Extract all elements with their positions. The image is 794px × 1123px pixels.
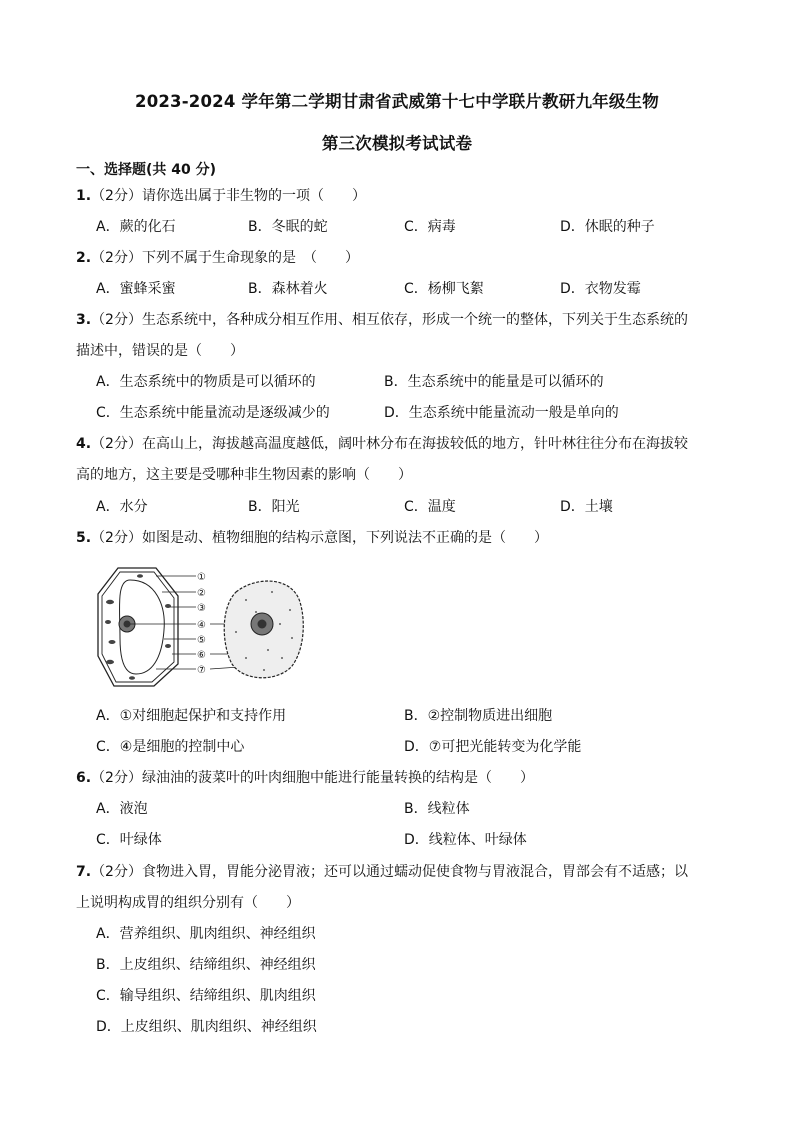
question-1 bbox=[76, 186, 366, 206]
q7-option-c: C．输导组织、结缔组织、肌肉组织 bbox=[96, 988, 316, 1004]
q2-option-c: C．杨柳飞絮 bbox=[404, 281, 484, 297]
question-text: （2分）绿油油的菠菜叶的叶肉细胞中能进行能量转换的结构是（ ） bbox=[91, 770, 534, 786]
q1-option-a: A．蕨的化石 bbox=[96, 219, 176, 235]
q5-option-b: B．②控制物质进出细胞 bbox=[404, 708, 553, 724]
q5-option-a: A．①对细胞起保护和支持作用 bbox=[96, 708, 287, 724]
question-4 bbox=[76, 434, 688, 454]
label-3: ③ bbox=[197, 603, 206, 614]
q4-option-d: D．土壤 bbox=[560, 499, 613, 515]
q7-option-b: B．上皮组织、结缔组织、神经组织 bbox=[96, 957, 316, 973]
q6-option-a: A．液泡 bbox=[96, 801, 148, 817]
q4-option-b: B．阳光 bbox=[248, 499, 300, 515]
label-6: ⑥ bbox=[197, 650, 206, 661]
label-1: ① bbox=[197, 572, 206, 583]
question-number: 4. bbox=[76, 436, 92, 452]
q3-option-d: D．生态系统中能量流动一般是单向的 bbox=[384, 405, 619, 421]
question-number: 1. bbox=[76, 188, 92, 204]
question-4-cont: 高的地方，这主要是受哪种非生物因素的影响（ ） bbox=[76, 467, 412, 483]
q3-option-a: A．生态系统中的物质是可以循环的 bbox=[96, 374, 316, 390]
cell-diagram bbox=[96, 566, 306, 688]
question-6 bbox=[76, 768, 534, 788]
question-7-cont: 上说明构成胃的组织分别有（ ） bbox=[76, 895, 300, 911]
q2-option-d: D．衣物发霉 bbox=[560, 281, 641, 297]
q5-option-c: C．④是细胞的控制中心 bbox=[96, 739, 245, 755]
label-5: ⑤ bbox=[197, 635, 206, 646]
question-number: 2. bbox=[76, 250, 92, 266]
q5-option-d: D．⑦可把光能转变为化学能 bbox=[404, 739, 582, 755]
q1-option-c: C．病毒 bbox=[404, 219, 456, 235]
question-number: 6. bbox=[76, 770, 92, 786]
question-3 bbox=[76, 310, 688, 330]
q3-option-b: B．生态系统中的能量是可以循环的 bbox=[384, 374, 604, 390]
q1-option-d: D．休眠的种子 bbox=[560, 219, 655, 235]
q2-option-b: B．森林着火 bbox=[248, 281, 328, 297]
question-number: 5. bbox=[76, 530, 92, 546]
label-7: ⑦ bbox=[197, 665, 206, 676]
section-heading: 一、选择题(共 40 分) bbox=[76, 162, 217, 178]
q6-option-c: C．叶绿体 bbox=[96, 832, 162, 848]
question-text: （2分）下列不属于生命现象的是 （ ） bbox=[91, 250, 359, 266]
q1-option-b: B．冬眠的蛇 bbox=[248, 219, 328, 235]
q4-option-a: A．水分 bbox=[96, 499, 148, 515]
q7-option-d: D．上皮组织、肌肉组织、神经组织 bbox=[96, 1019, 317, 1035]
q4-option-c: C．温度 bbox=[404, 499, 456, 515]
question-number: 7. bbox=[76, 864, 92, 880]
question-7 bbox=[76, 862, 688, 882]
question-2 bbox=[76, 248, 359, 268]
q3-option-c: C．生态系统中能量流动是逐级减少的 bbox=[96, 405, 330, 421]
question-3-cont: 描述中，错误的是（ ） bbox=[76, 343, 244, 359]
question-text: （2分）食物进入胃，胃能分泌胃液；还可以通过蠕动促使食物与胃液混合，胃部会有不适感；以 bbox=[91, 864, 688, 880]
question-text: （2分）如图是动、植物细胞的结构示意图，下列说法不正确的是（ ） bbox=[91, 530, 548, 546]
label-2: ② bbox=[197, 588, 206, 599]
question-text: （2分）生态系统中，各种成分相互作用、相互依存，形成一个统一的整体，下列关于生态系统的 bbox=[91, 312, 688, 328]
label-4: ④ bbox=[197, 620, 206, 631]
question-5 bbox=[76, 528, 548, 548]
question-number: 3. bbox=[76, 312, 92, 328]
q6-option-d: D．线粒体、叶绿体 bbox=[404, 832, 527, 848]
q2-option-a: A．蜜蜂采蜜 bbox=[96, 281, 176, 297]
question-text: （2分）在高山上，海拔越高温度越低，阔叶林分布在海拔较低的地方，针叶林往往分布在海拔较 bbox=[91, 436, 688, 452]
exam-title-line2: 第三次模拟考试试卷 bbox=[321, 134, 473, 153]
q6-option-b: B．线粒体 bbox=[404, 801, 470, 817]
question-text: （2分）请你选出属于非生物的一项（ ） bbox=[91, 188, 366, 204]
exam-title-line1: 2023-2024 学年第二学期甘肃省武威第十七中学联片教研九年级生物 bbox=[135, 92, 659, 111]
q7-option-a: A．营养组织、肌肉组织、神经组织 bbox=[96, 926, 316, 942]
